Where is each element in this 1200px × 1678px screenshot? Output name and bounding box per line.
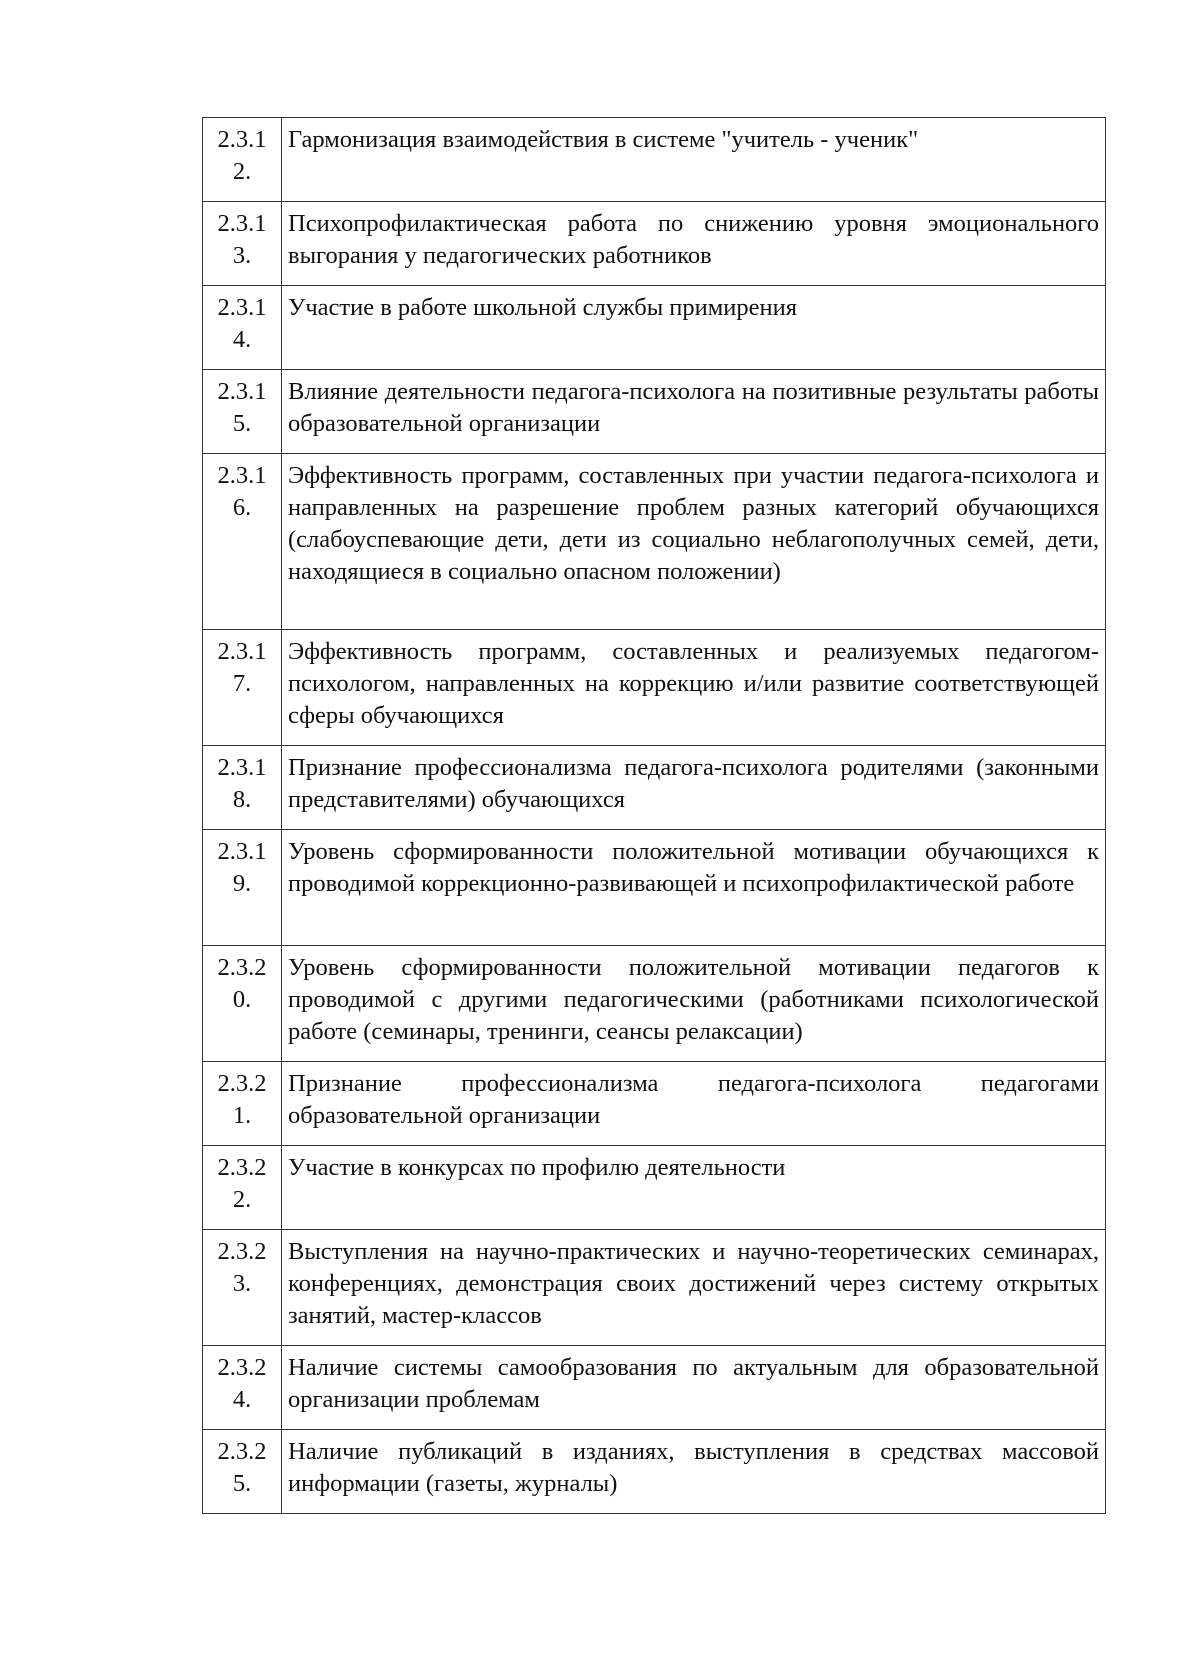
row-number: [203, 630, 282, 746]
row-number-line2: 8.: [232, 786, 252, 813]
row-text: Гармонизация взаимодействия в системе "учитель - ученик": [282, 118, 1106, 202]
row-number: [203, 830, 282, 946]
row-number-line2: 2.: [232, 158, 252, 185]
row-number-line1: 2.3.1: [217, 294, 267, 321]
row-number-line1: 2.3.1: [217, 638, 267, 665]
row-number-line1: 2.3.2: [217, 1354, 267, 1381]
table-row: [203, 1230, 1106, 1346]
table-row: [203, 1346, 1106, 1430]
row-text: Уровень сформированности положительной мотивации обучающихся к проводимой коррекционно-развивающей и психопрофилактической работе: [282, 830, 1106, 946]
row-text: Эффективность программ, составленных при участии педагога-психолога и направленных на разрешение проблем разных категорий обучающихся (слабоуспевающие дети, дети из социально неблагополучных семей, дети, находящиеся в социально опасном положении): [282, 454, 1106, 630]
table-row: [203, 946, 1106, 1062]
row-number: [203, 118, 282, 202]
row-number-line1: 2.3.1: [217, 754, 267, 781]
table-row: [203, 454, 1106, 630]
table-row: [203, 1430, 1106, 1514]
table-row: [203, 286, 1106, 370]
row-number-line2: 4.: [232, 326, 252, 353]
table-row: [203, 370, 1106, 454]
row-number-line2: 6.: [232, 494, 252, 521]
table-row: [203, 202, 1106, 286]
row-number-line2: 5.: [232, 410, 252, 437]
row-number-line1: 2.3.1: [217, 462, 267, 489]
row-number-line1: 2.3.2: [217, 1438, 267, 1465]
row-number: [203, 1346, 282, 1430]
row-number: [203, 1430, 282, 1514]
row-number-line1: 2.3.2: [217, 954, 267, 981]
table-row: [203, 830, 1106, 946]
row-number-line2: 3.: [232, 242, 252, 269]
row-number: [203, 370, 282, 454]
row-number: [203, 1062, 282, 1146]
row-text: Наличие системы самообразования по актуальным для образовательной организации проблемам: [282, 1346, 1106, 1430]
table-row: [203, 630, 1106, 746]
row-number: [203, 1230, 282, 1346]
row-number-line1: 2.3.2: [217, 1238, 267, 1265]
row-text: Эффективность программ, составленных и реализуемых педагогом-психологом, направленных на коррекцию и/или развитие соответствующей сферы обучающихся: [282, 630, 1106, 746]
row-number-line2: 1.: [232, 1102, 252, 1129]
row-number: [203, 286, 282, 370]
row-text: Признание профессионализма педагога-психолога педагогами образовательной организации: [282, 1062, 1106, 1146]
row-number-line1: 2.3.1: [217, 126, 267, 153]
table-row: [203, 118, 1106, 202]
row-number: [203, 454, 282, 630]
table-row: [203, 1062, 1106, 1146]
table-row: [203, 1146, 1106, 1230]
row-number-line2: 0.: [232, 986, 252, 1013]
row-number-line2: 9.: [232, 870, 252, 897]
row-number: [203, 202, 282, 286]
row-text: Влияние деятельности педагога-психолога на позитивные результаты работы образовательной организации: [282, 370, 1106, 454]
row-number-line1: 2.3.1: [217, 378, 267, 405]
row-text: Психопрофилактическая работа по снижению уровня эмоционального выгорания у педагогических работников: [282, 202, 1106, 286]
criteria-table-body: [203, 118, 1106, 1514]
row-text: Участие в конкурсах по профилю деятельности: [282, 1146, 1106, 1230]
row-number: [203, 746, 282, 830]
row-number-line2: 7.: [232, 670, 252, 697]
row-number-line1: 2.3.2: [217, 1070, 267, 1097]
row-number-line2: 2.: [232, 1186, 252, 1213]
row-text: Наличие публикаций в изданиях, выступления в средствах массовой информации (газеты, журналы): [282, 1430, 1106, 1514]
row-text: Признание профессионализма педагога-психолога родителями (законными представителями) обучающихся: [282, 746, 1106, 830]
criteria-table: [202, 117, 1106, 1514]
row-number: [203, 1146, 282, 1230]
row-number-line2: 5.: [232, 1470, 252, 1497]
row-number-line2: 3.: [232, 1270, 252, 1297]
row-number-line2: 4.: [232, 1386, 252, 1413]
row-text: Уровень сформированности положительной мотивации педагогов к проводимой с другими педагогическими (работниками психологической работе (семинары, тренинги, сеансы релаксации): [282, 946, 1106, 1062]
table-row: [203, 746, 1106, 830]
row-text: Выступления на научно-практических и научно-теоретических семинарах, конференциях, демонстрация своих достижений через систему открытых занятий, мастер-классов: [282, 1230, 1106, 1346]
row-number-line1: 2.3.2: [217, 1154, 267, 1181]
row-number: [203, 946, 282, 1062]
row-number-line1: 2.3.1: [217, 210, 267, 237]
row-number-line1: 2.3.1: [217, 838, 267, 865]
row-text: Участие в работе школьной службы примирения: [282, 286, 1106, 370]
